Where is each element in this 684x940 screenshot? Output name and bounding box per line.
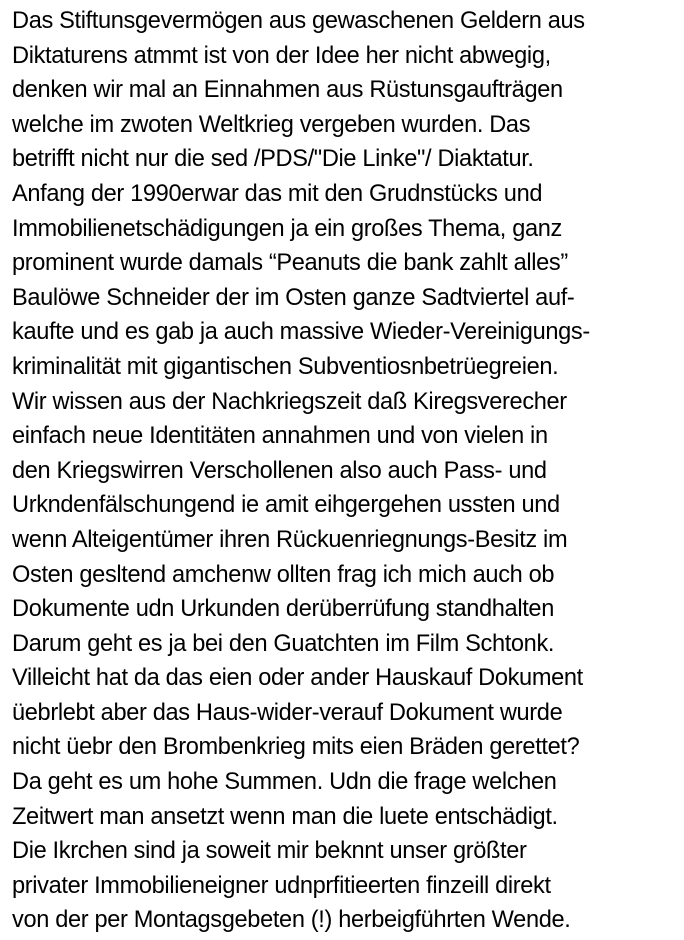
text-line: Dokumente udn Urkunden derüberrüfung standhalten bbox=[12, 596, 554, 623]
text-line: Urkndenfälschungend ie amit eihgergehen ussten und bbox=[12, 492, 560, 519]
text-line: denken wir mal an Einnahmen aus Rüstunsgaufträgen bbox=[12, 77, 563, 104]
text-line: Anfang der 1990erwar das mit den Grudnstücks und bbox=[12, 180, 543, 207]
text-line: betrifft nicht nur die sed /PDS/"Die Linke"/ Diaktatur. bbox=[12, 146, 534, 173]
text-line: Darum geht es ja bei den Guatchten im Film Schtonk. bbox=[12, 630, 555, 657]
text-line: Osten gesltend amchenw ollten frag ich mich auch ob bbox=[12, 561, 555, 588]
text-line: wenn Alteigentümer ihren Rückuenriegnungs-Besitz im bbox=[12, 526, 568, 553]
text-line: von der per Montagsgebeten (!) herbeigführten Wende. bbox=[12, 907, 571, 934]
body-text bbox=[12, 4, 680, 938]
text-line: Wir wissen aus der Nachkriegszeit daß Kiregsverecher bbox=[12, 388, 567, 415]
text-line: Da geht es um hohe Summen. Udn die frage welchen bbox=[12, 769, 557, 796]
text-line: Diktaturens atmmt ist von der Idee her nicht abwegig, bbox=[12, 42, 551, 69]
text-line: einfach neue Identitäten annahmen und von vielen in bbox=[12, 423, 548, 450]
text-line: Villeicht hat da das eien oder ander Hauskauf Dokument bbox=[12, 665, 583, 692]
text-line: Zeitwert man ansetzt wenn man die luete entschädigt. bbox=[12, 803, 558, 830]
text-line: üebrlebt aber das Haus-wider-verauf Dokument wurde bbox=[12, 699, 563, 726]
text-line: welche im zwoten Weltkrieg vergeben wurden. Das bbox=[12, 111, 531, 138]
text-line: kriminalität mit gigantischen Subventiosnbetrüegreien. bbox=[12, 353, 559, 380]
text-line: Das Stiftunsgevermögen aus gewaschenen Geldern aus bbox=[12, 8, 585, 34]
text-line: kaufte und es gab ja auch massive Wieder-Vereinigungs- bbox=[12, 319, 590, 346]
text-line: Die Ikrchen sind ja soweit mir beknnt unser größter bbox=[12, 838, 527, 865]
text-line: prominent wurde damals “Peanuts die bank zahlt alles” bbox=[12, 250, 568, 277]
text-line: Immobilienetschädigungen ja ein großes Thema, ganz bbox=[12, 215, 562, 242]
text-line: nicht üebr den Brombenkrieg mits eien Bräden gerettet? bbox=[12, 734, 580, 761]
text-line: den Kriegswirren Verschollenen also auch Pass- und bbox=[12, 457, 547, 484]
text-line: privater Immobilieneigner udnprfitieerten finzeill direkt bbox=[12, 872, 551, 899]
text-line: Baulöwe Schneider der im Osten ganze Sadtviertel auf- bbox=[12, 284, 575, 311]
